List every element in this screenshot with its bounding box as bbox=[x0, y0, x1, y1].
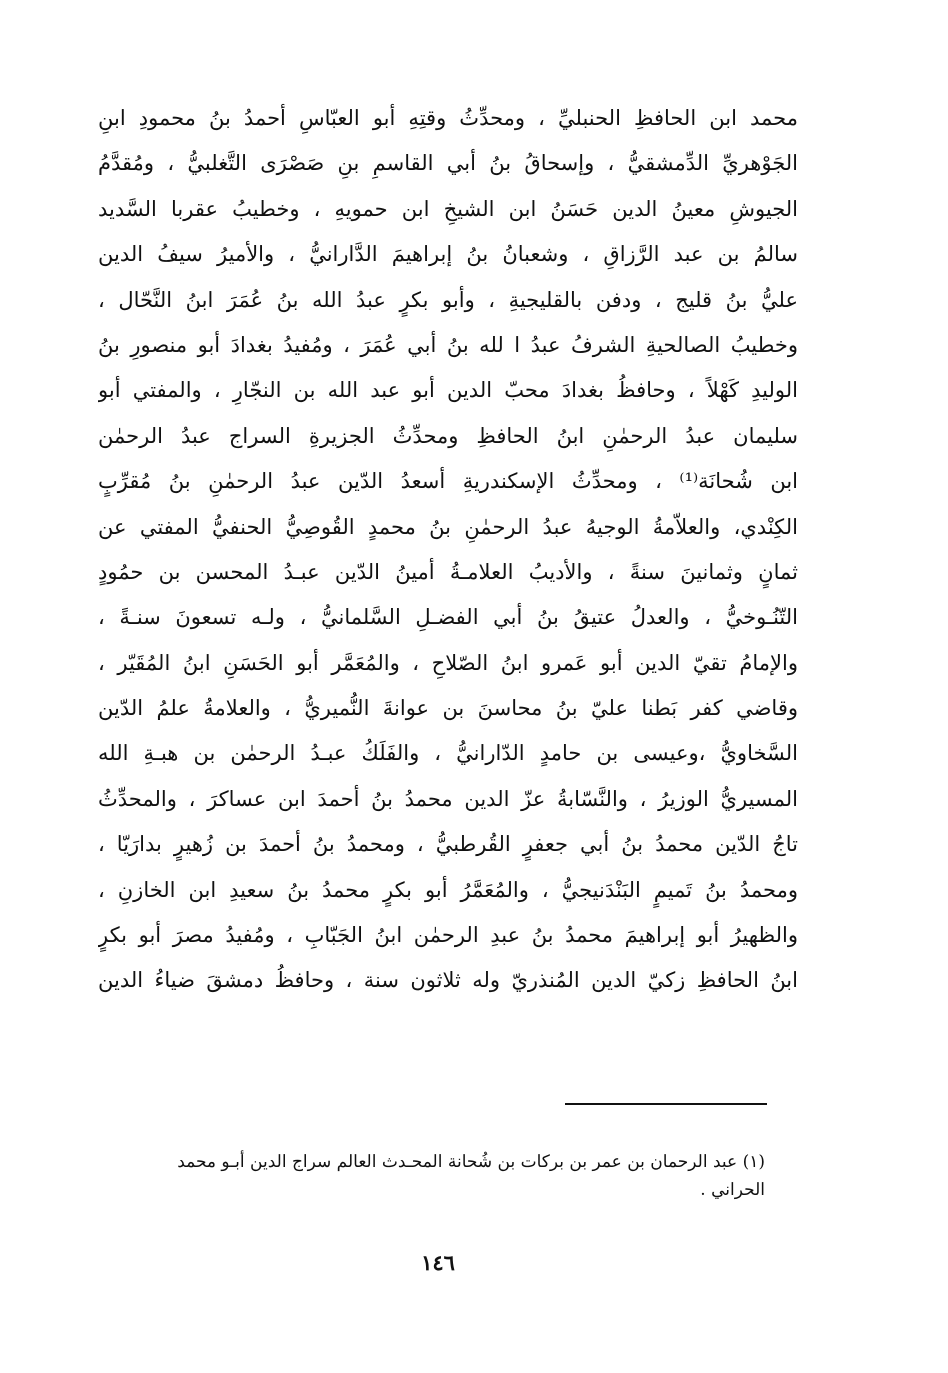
text-line: وخطيبُ الصالحيةِ الشرفُ عبدُ ا لله بنُ أبي عُمَرَ ، ومُفيدُ بغدادَ أبو منصورِ بنُ bbox=[98, 332, 798, 357]
footnote-line: الحراني . bbox=[700, 1180, 765, 1200]
text-line: والظهيرُ أبو إبراهيمَ محمدُ بنُ عبدِ الرحمٰن ابنُ الجَبّابِ ، ومُفيدُ مصرَ أبو بكرٍ bbox=[98, 923, 798, 948]
text-line: ومحمدُ بنُ تَميمٍ البَنْدَنيجيُّ ، والمُعَمَّرُ أبو بكرٍ محمدُ بنُ سعيدِ ابن الخازنِ ، bbox=[98, 877, 798, 902]
text-line: ثمانٍ وثمانينَ سنةً ، والأديبُ العلامـةُ أمينُ الدّين عبـدُ المحسن بن حمُودٍ bbox=[98, 559, 798, 584]
text-line: المسيريُّ الوزيرُ ، والنَّسّابةُ عزّ الدين محمدُ بنُ أحمدَ ابن عساكرَ ، والمحدِّثُ bbox=[98, 786, 798, 811]
text-line: الجيوشِ معينُ الدين حَسَنُ ابن الشيخِ ابن حمويهِ ، وخطيبُ عقربا السَّديد bbox=[98, 196, 798, 221]
text-line: ابنُ الحافظِ زكيّ الدين المُنذريّ وله ثلاثون سنة ، وحافظُ دمشقَ ضياءُ الدين bbox=[98, 968, 798, 993]
text-line: محمد ابن الحافظِ الحنبليِّ ، ومحدِّثُ وقتِهِ أبو العبّاسِ أحمدُ بنُ محمودِ ابنِ bbox=[98, 106, 798, 130]
page-number: ١٤٦ bbox=[421, 1250, 455, 1275]
text-line: الجَوْهريِّ الدِّمشقيُّ ، وإسحاقُ بنُ أبي القاسمِ بنِ صَصْرَى التَّغلبيُّ ، ومُقدَّمُ bbox=[98, 151, 798, 176]
text-line: والإمامُ تقيّ الدين أبو عَمرو ابنُ الصّلاحِ ، والمُعَمَّر أبو الحَسَنِ ابنُ المُقَيّر ، bbox=[98, 650, 798, 675]
text-line: سالمُ بن عبد الرَّزاقِ ، وشعبانُ بنُ إبراهيمَ الدَّارانيُّ ، والأميرُ سيفُ الدين bbox=[98, 242, 798, 267]
text-line: الكِنْدي، والعلاّمةُ الوجيهُ عبدُ الرحمٰنِ بنُ محمدٍ القُوصِيُّ الحنفيُّ المفتي عن bbox=[98, 514, 798, 539]
text-line: سليمان عبدُ الرحمٰنِ ابنُ الحافظِ ومحدِّثُ الجزيرةِ السراج عبدُ الرحمٰن bbox=[98, 423, 798, 448]
text-line: عليُّ بنُ قليج ، ودفن بالقليجيةِ ، وأبو بكرٍ عبدُ الله بنُ عُمَرَ ابنُ النَّحّال ، bbox=[98, 287, 798, 312]
footnotes-block bbox=[100, 1148, 765, 1204]
footnote-line: (١) عبد الرحمان بن عمر بن بركات بن شُحانة المحـدث العالم سراج الدين أبـو محمد bbox=[177, 1152, 765, 1172]
text-line: الوليدِ كَهْلاً ، وحافظُ بغدادَ محبّ الدين أبو عبد الله بن النجّارِ ، والمفتي أبو bbox=[98, 378, 798, 403]
text-line: التّنُـوخيُّ ، والعدلُ عتيقُ بنُ أبي الفضـلِ السَّلمانيُّ ، ولـه تسعونَ سنـةً ، bbox=[98, 605, 798, 630]
text-line: السَّخاويُّ ،وعيسى بن حامدٍ الدّارانيُّ ، والفَلَكُ عبـدُ الرحمٰن بن هبـةِ الله bbox=[98, 741, 798, 766]
main-text-block bbox=[98, 96, 798, 1004]
text-line: تاجُ الدّين محمدُ بنُ أبي جعفرٍ القُرطبيُّ ، ومحمدُ بنُ أحمدَ بن زُهيرٍ بدارَيّا ، bbox=[98, 832, 798, 857]
footnote-separator bbox=[565, 1103, 767, 1105]
text-line: وقاضي كفر بَطنا عليّ بنُ محاسنَ بن عوانةَ النُّميريُّ ، والعلامةُ علمُ الدّين bbox=[98, 696, 798, 721]
text-line: ابن شُحانَة⁽¹⁾ ، ومحدِّثُ الإسكندريةِ أسعدُ الدّين عبدُ الرحمٰنِ بنُ مُقرِّبٍ bbox=[98, 469, 798, 494]
